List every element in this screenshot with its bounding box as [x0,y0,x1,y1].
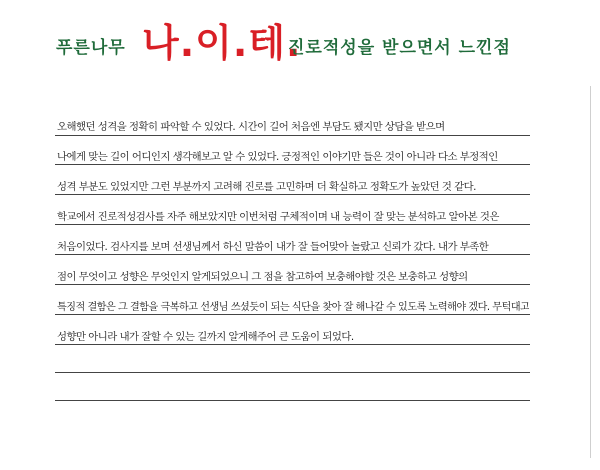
ruled-writing-area [55,102,530,412]
handwritten-line: 특징적 결함은 그 결함을 극복하고 선생님 쓰셨듯이 되는 식단을 찾아 잘 해나갈 수 있도록 노력해야 겠다. 무턱대고 [57,301,529,313]
ruled-line [55,164,530,165]
organization-name: 푸른나무 [56,38,126,58]
handwritten-line: 나에게 맞는 길이 어디인지 생각해보고 알 수 있었다. 긍정적인 이야기만 들은 것이 아니라 다소 부정적인 [57,151,498,163]
ruled-line [55,194,530,195]
ruled-line [55,224,530,225]
page-header [0,0,600,80]
ruled-line [55,372,530,373]
handwritten-line: 점이 무엇이고 성향은 무엇인지 알게되었으니 그 점을 참고하여 보충해야할 것은 보충하고 성향의 [57,271,468,283]
page-title: 진로적성을 받으면서 느낀점 [288,38,511,58]
ruled-line [55,400,530,401]
ruled-line [55,284,530,285]
handwritten-line: 학교에서 진로적성검사를 자주 해보았지만 이번처럼 구체적이며 내 능력이 잘 맞는 분석하고 알아본 것은 [57,211,499,223]
brand-logo-text: 나.이.테. [142,21,302,65]
handwritten-line: 오해했던 성격을 정확히 파악할 수 있었다. 시간이 길어 처음엔 부담도 됐지만 상담을 받으며 [57,121,445,133]
handwritten-line: 성향만 아니라 내가 잘할 수 있는 길까지 알게해주어 큰 도움이 되었다. [57,331,354,343]
ruled-line [55,135,530,136]
handwritten-line: 성격 부분도 있었지만 그런 부분까지 고려해 진로를 고민하며 더 확실하고 정확도가 높았던 것 같다. [57,181,476,193]
ruled-line [55,314,530,315]
handwritten-line: 처음이었다. 검사지를 보며 선생님께서 하신 말씀이 내가 잘 들어맞아 놀랐고 신뢰가 갔다. 내가 부족한 [57,241,489,253]
ruled-line [55,344,530,345]
ruled-line [55,254,530,255]
